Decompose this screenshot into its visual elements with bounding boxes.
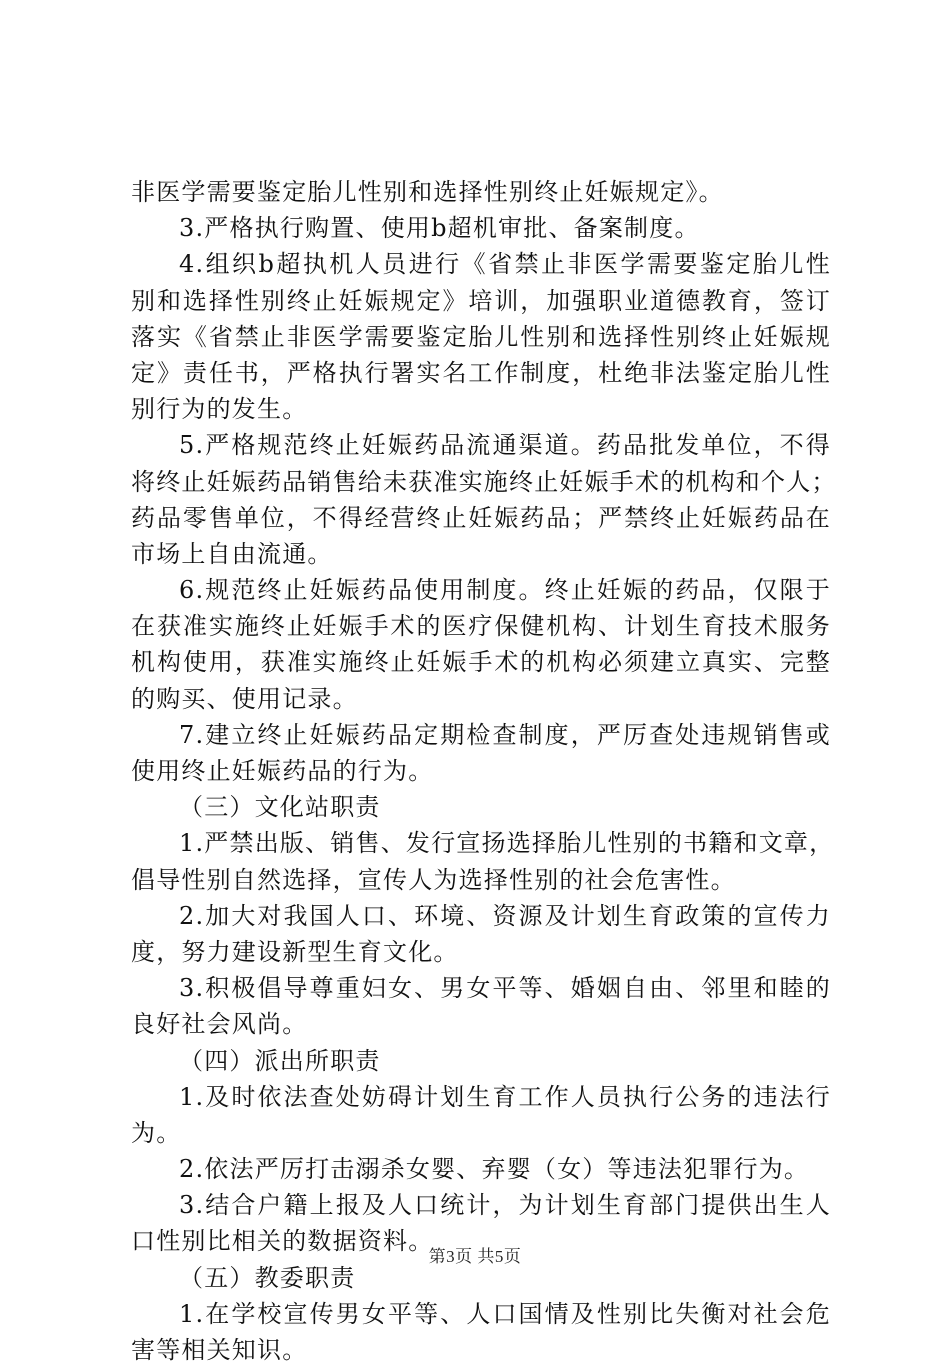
text-line: 4.组织b超执机人员进行《省禁止非医学需要鉴定胎儿性	[179, 250, 831, 279]
text-line: 落实《省禁止非医学需要鉴定胎儿性别和选择性别终止妊娠规	[131, 322, 831, 351]
text-line: （四）派出所职责	[179, 1046, 381, 1075]
text-line: 3.积极倡导尊重妇女、男女平等、婚姻自由、邻里和睦的	[179, 974, 831, 1003]
text-line: 非医学需要鉴定胎儿性别和选择性别终止妊娠规定》。	[131, 178, 724, 206]
page-footer: 第3页 共5页	[428, 1247, 522, 1266]
text-line: 1.及时依法查处妨碍计划生育工作人员执行公务的违法行	[179, 1082, 831, 1111]
text-line: 为。	[131, 1118, 182, 1147]
body-text	[131, 174, 837, 1368]
text-line: 口性别比相关的数据资料。	[131, 1227, 434, 1256]
text-line: 将终止妊娠药品销售给未获准实施终止妊娠手术的机构和个人；	[131, 467, 837, 496]
text-line: 度，努力建设新型生育文化。	[131, 937, 459, 966]
text-line: 3.严格执行购置、使用b超机审批、备案制度。	[179, 214, 700, 243]
text-line: 别和选择性别终止妊娠规定》培训，加强职业道德教育，签订	[131, 286, 831, 315]
text-line: 2.加大对我国人口、环境、资源及计划生育政策的宣传力	[179, 901, 831, 930]
text-line: 别行为的发生。	[131, 395, 308, 424]
text-line: 在获准实施终止妊娠手术的医疗保健机构、计划生育技术服务	[131, 612, 831, 641]
text-line: 市场上自由流通。	[131, 539, 333, 568]
text-line: 害等相关知识。	[131, 1336, 308, 1364]
text-line: 1.在学校宣传男女平等、人口国情及性别比失衡对社会危	[179, 1299, 831, 1328]
text-line: 机构使用，获准实施终止妊娠手术的机构必须建立真实、完整	[131, 648, 831, 677]
text-line: 良好社会风尚。	[131, 1010, 308, 1039]
text-line: 的购买、使用记录。	[131, 684, 358, 713]
text-line: 3.结合户籍上报及人口统计，为计划生育部门提供出生人	[179, 1191, 831, 1220]
text-line: （三）文化站职责	[179, 793, 381, 822]
text-line: 定》责任书，严格执行署实名工作制度，杜绝非法鉴定胎儿性	[131, 358, 831, 387]
text-line: （五）教委职责	[179, 1263, 356, 1292]
text-line: 1.严禁出版、销售、发行宣扬选择胎儿性别的书籍和文章，	[179, 829, 835, 858]
text-line: 5.严格规范终止妊娠药品流通渠道。药品批发单位，不得	[179, 431, 831, 460]
text-line: 使用终止妊娠药品的行为。	[131, 757, 434, 785]
text-line: 6.规范终止妊娠药品使用制度。终止妊娠的药品，仅限于	[179, 576, 831, 605]
text-line: 2.依法严厉打击溺杀女婴、弃婴（女）等违法犯罪行为。	[179, 1155, 810, 1184]
text-line: 7.建立终止妊娠药品定期检查制度，严厉查处违规销售或	[179, 720, 831, 749]
text-line: 药品零售单位，不得经营终止妊娠药品；严禁终止妊娠药品在	[131, 503, 831, 532]
text-line: 倡导性别自然选择，宣传人为选择性别的社会危害性。	[131, 865, 736, 894]
